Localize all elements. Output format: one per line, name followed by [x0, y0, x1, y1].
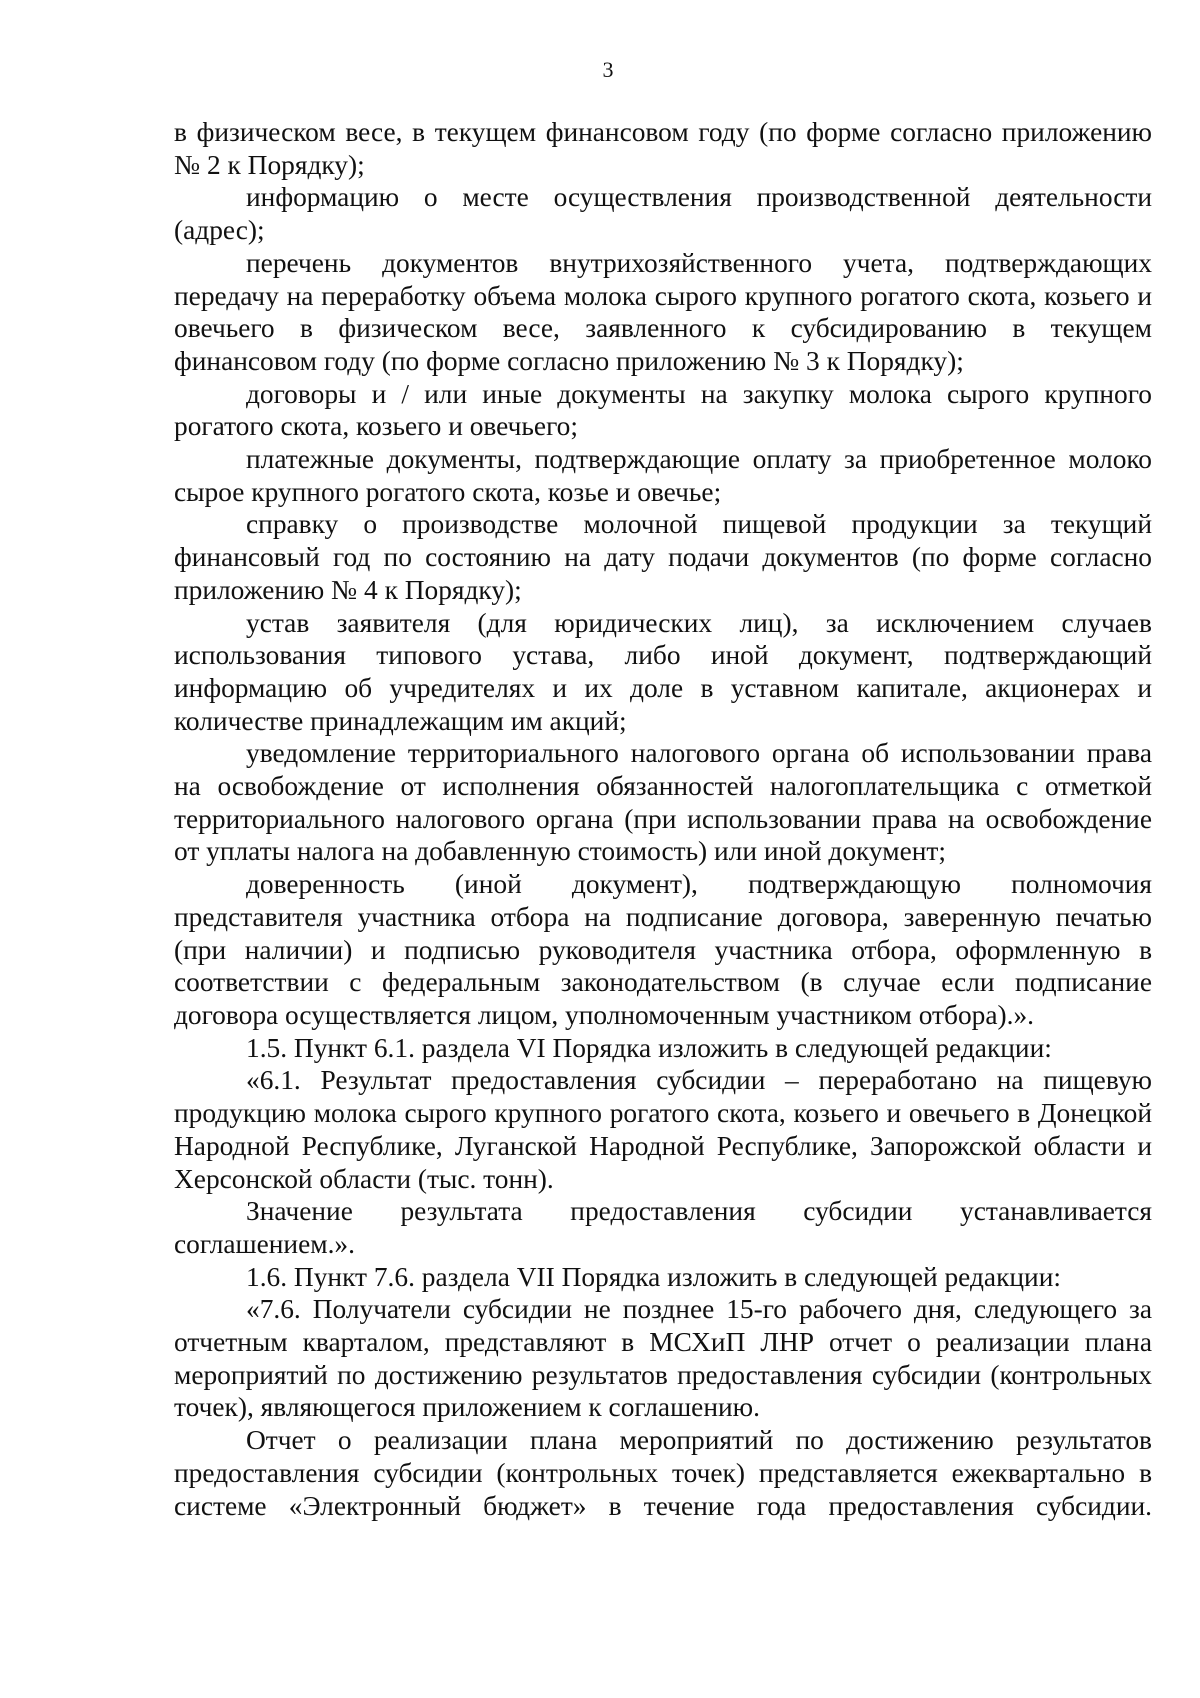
paragraph-purchase-contracts: договоры и / или иные документы на закупку молока сырого крупного рогатого скота, козьего и овечьего;	[174, 378, 1152, 442]
paragraph-address-info: информацию о месте осуществления производственной деятельности (адрес);	[174, 182, 1152, 246]
paragraph-clause-1-6: 1.6. Пункт 7.6. раздела VII Порядка изложить в следующей редакции:	[246, 1261, 1061, 1292]
paragraph-accounting-documents: перечень документов внутрихозяйственного учета, подтверждающих передачу на переработку объема молока сырого крупного рогатого скота, козьего и овечьего в физическом весе, заявленного к субсидированию в текущем финансовом году (по форме согласно приложению № 3 к Порядку);	[174, 247, 1152, 376]
paragraph-result-value: Значение результата предоставления субсидии устанавливается соглашением.».	[174, 1196, 1152, 1259]
paragraph-report-submission: Отчет о реализации плана мероприятий по достижению результатов предоставления субсидии (контрольных точек) представляется ежеквартально в системе «Электронный бюджет» в течение года предоставления субсидии.	[174, 1425, 1152, 1521]
paragraph-power-of-attorney: доверенность (иной документ), подтверждающую полномочия представителя участника отбора на подписание договора, заверенную печатью (при наличии) и подписью руководителя участника отбора, оформленную в соответствии с федеральным законодательством (в случае если подписание договора осуществляется лицом, уполномоченным участником отбора).».	[174, 869, 1152, 1030]
paragraph-continuation: в физическом весе, в текущем финансовом году (по форме согласно приложению № 2 к Порядку);	[174, 117, 1152, 180]
paragraph-charter: устав заявителя (для юридических лиц), за исключением случаев использования типового устава, либо иной документ, подтверждающий информацию об учредителях и их доле в уставном капитале, акционерах и количестве принадлежащим им акций;	[174, 607, 1152, 736]
paragraph-clause-6-1: «6.1. Результат предоставления субсидии – переработано на пищевую продукцию молока сырого крупного рогатого скота, козьего и овечьего в Донецкой Народной Республике, Луганской Народной Республике, Запорожской области и Херсонской области (тыс. тонн).	[174, 1065, 1152, 1194]
paragraph-production-certificate: справку о производстве молочной пищевой продукции за текущий финансовый год по состоянию на дату подачи документов (по форме согласно приложению № 4 к Порядку);	[174, 509, 1152, 605]
paragraph-clause-7-6: «7.6. Получатели субсидии не позднее 15-го рабочего дня, следующего за отчетным кварталом, представляют в МСХиП ЛНР отчет о реализации плана мероприятий по достижению результатов предоставления субсидии (контрольных точек), являющегося приложением к соглашению.	[174, 1294, 1152, 1423]
paragraph-payment-documents: платежные документы, подтверждающие оплату за приобретенное молоко сырое крупного рогатого скота, козье и овечье;	[174, 444, 1152, 507]
page-number: 3	[602, 57, 614, 82]
paragraph-tax-notice: уведомление территориального налогового органа об использовании права на освобождение от исполнения обязанностей налогоплательщика с отметкой территориального налогового органа (при использовании права на освобождение от уплаты налога на добавленную стоимость) или иной документ;	[174, 738, 1152, 867]
paragraph-clause-1-5: 1.5. Пункт 6.1. раздела VI Порядка изложить в следующей редакции:	[246, 1032, 1052, 1063]
document-body	[174, 116, 1152, 1522]
